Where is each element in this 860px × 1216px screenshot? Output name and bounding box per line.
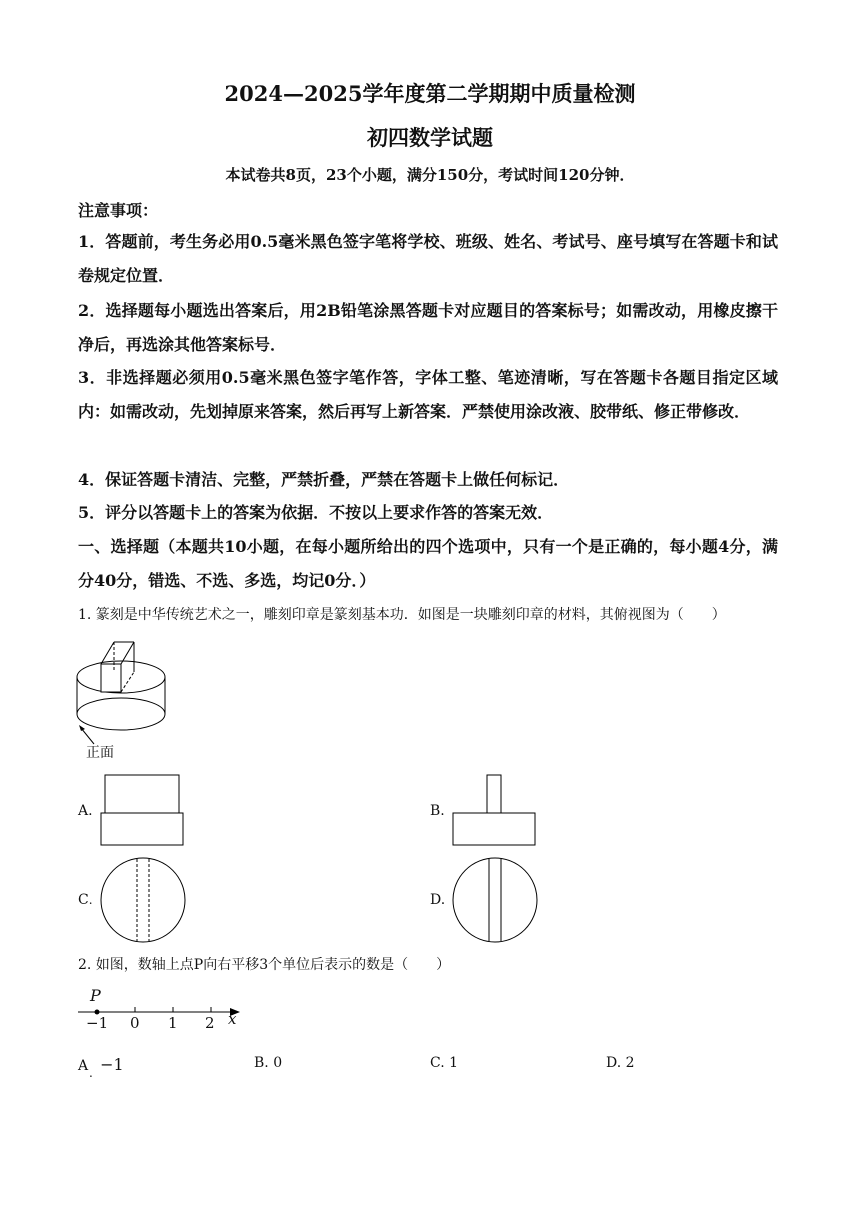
note-item-4: 4．保证答题卡清洁、完整，严禁折叠，严禁在答题卡上做任何标记． bbox=[78, 470, 570, 489]
exam-info: 本试卷共8页，23个小题，满分150分，考试时间120分钟． bbox=[225, 166, 635, 184]
point-p-label: P bbox=[90, 986, 101, 1005]
q2-option-d: D. 2 bbox=[606, 1055, 635, 1071]
section1-heading: 一、选择题（本题共10小题，在每小题所给出的四个选项中，只有一个是正确的，每小题4分，满分40分，错选、不选、多选，均记0分．） bbox=[78, 537, 778, 590]
notes-heading: 注意事项： bbox=[78, 201, 159, 220]
q1-text: 1. 篆刻是中华传统艺术之一，雕刻印章是篆刻基本功．如图是一块雕刻印章的材料，其俯视图为（ ） bbox=[78, 607, 726, 623]
q2-option-a: A −1 bbox=[78, 1055, 124, 1074]
tick-label: 0 bbox=[130, 1014, 140, 1032]
q1-option-b-figure bbox=[452, 774, 538, 846]
q1-option-c-label: C. bbox=[78, 892, 93, 908]
q2-option-b: B. 0 bbox=[254, 1055, 283, 1071]
exam-subtitle: 初四数学试题 bbox=[367, 125, 493, 150]
note-item-5: 5．评分以答题卡上的答案为依据．不按以上要求作答的答案无效． bbox=[78, 503, 554, 522]
q1-option-c-figure bbox=[100, 857, 186, 943]
front-label: 正面 bbox=[86, 745, 114, 761]
q1-option-a-figure bbox=[100, 774, 186, 846]
note-item-1: 1．答题前，考生务必用0.5毫米黑色签字笔将学校、班级、姓名、考试号、座号填写在答题卡和试卷规定位置． bbox=[78, 232, 778, 285]
tick-label: −1 bbox=[86, 1014, 109, 1032]
note-item-2: 2．选择题每小题选出答案后，用2B铅笔涂黑答题卡对应题目的答案标号；如需改动，用橡皮擦干净后，再选涂其他答案标号． bbox=[78, 301, 778, 354]
tick-label: 1 bbox=[168, 1014, 178, 1032]
q1-option-b-label: B. bbox=[430, 803, 445, 819]
q2-option-a-dot: . bbox=[89, 1066, 93, 1080]
q1-option-d-figure bbox=[452, 857, 538, 943]
exam-title: 2024—2025学年度第二学期期中质量检测 bbox=[224, 81, 636, 106]
note-item-3: 3．非选择题必须用0.5毫米黑色签字笔作答，字体工整、笔迹清晰，写在答题卡各题目指定区域内：如需改动，先划掉原来答案，然后再写上新答案．严禁使用涂改液、胶带纸、修正带修改． bbox=[78, 368, 778, 421]
q2-option-c: C. 1 bbox=[430, 1055, 459, 1071]
q1-option-d-label: D. bbox=[430, 892, 446, 908]
axis-var-label: x bbox=[228, 1010, 237, 1028]
q1-option-a-label: A. bbox=[78, 803, 93, 819]
seal-figure bbox=[76, 632, 176, 732]
q2-text: 2. 如图，数轴上点P向右平移3个单位后表示的数是（ ） bbox=[78, 957, 451, 973]
tick-label: 2 bbox=[205, 1014, 215, 1032]
